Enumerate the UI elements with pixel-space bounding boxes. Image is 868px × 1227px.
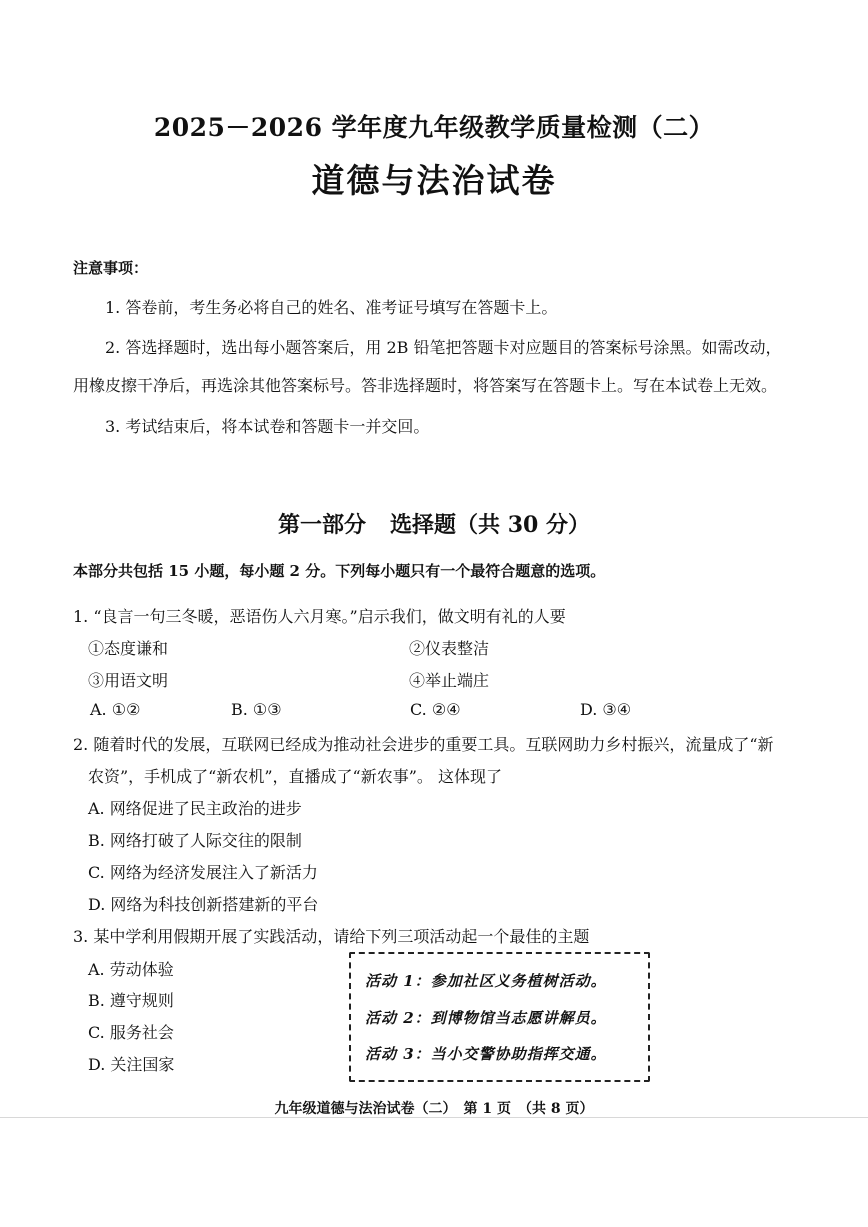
notice-item-1: 1. 答卷前，考生务必将自己的姓名、准考证号填写在答题卡上。 (105, 298, 558, 317)
question-1-option-a: A. ①② (90, 700, 141, 719)
question-1-option-b: B. ①③ (231, 700, 282, 719)
question-2-option-a: A. 网络促进了民主政治的进步 (88, 799, 302, 818)
notice-heading: 注意事项： (73, 259, 149, 277)
activity-3: 活动 3：当小交警协助指挥交通。 (365, 1045, 607, 1063)
question-1-statement-1: ①态度谦和 (88, 639, 169, 658)
question-2-option-c: C. 网络为经济发展注入了新活力 (88, 863, 318, 882)
activity-1: 活动 1：参加社区义务植树活动。 (365, 972, 607, 990)
question-1-statement-2: ②仪表整洁 (409, 639, 490, 658)
question-2-option-d: D. 网络为科技创新搭建新的平台 (88, 895, 319, 914)
section-part-label: 第一部分 (278, 512, 367, 538)
question-1-stem: 1. “良言一句三冬暖，恶语伤人六月寒。”启示我们，做文明有礼的人要 (73, 607, 566, 626)
question-2-option-b: B. 网络打破了人际交往的限制 (88, 831, 302, 850)
section-heading (0, 508, 868, 539)
question-3-option-a: A. 劳动体验 (88, 960, 174, 979)
question-1-option-d: D. ③④ (580, 700, 632, 719)
question-2-stem-line-2: 农资”，手机成了“新农机”，直播成了“新农事”。 这体现了 (88, 767, 502, 786)
question-3-option-d: D. 关注国家 (88, 1055, 175, 1074)
notice-item-3: 3. 考试结束后，将本试卷和答题卡一并交回。 (105, 417, 430, 436)
section-instruction: 本部分共包括 15 小题，每小题 2 分。下列每小题只有一个最符合题意的选项。 (73, 562, 606, 580)
question-3-option-b: B. 遵守规则 (88, 991, 174, 1010)
page-footer: 九年级道德与法治试卷（二） 第 1 页 （共 8 页） (274, 1101, 594, 1117)
exam-subject-title: 道德与法治试卷 (311, 161, 557, 200)
question-2-stem-line-1: 2. 随着时代的发展，互联网已经成为推动社会进步的重要工具。互联网助力乡村振兴，流量成了“新 (73, 735, 774, 754)
question-1-option-c: C. ②④ (410, 700, 461, 719)
notice-item-2-line-1: 2. 答选择题时，选出每小题答案后，用 2B 铅笔把答题卡对应题目的答案标号涂黑。如需改动， (105, 338, 782, 357)
exam-header-title: 2025－2026 学年度九年级教学质量检测（二） (153, 113, 715, 142)
question-3-option-c: C. 服务社会 (88, 1023, 174, 1042)
question-1-statement-4: ④举止端庄 (409, 671, 490, 690)
section-title: 选择题（共 30 分） (390, 512, 590, 538)
activity-2: 活动 2：到博物馆当志愿讲解员。 (365, 1009, 607, 1027)
activity-box (349, 952, 650, 1082)
notice-item-2-line-2: 用橡皮擦干净后，再选涂其他答案标号。答非选择题时，将答案写在答题卡上。写在本试卷上无效。 (73, 376, 778, 395)
question-1-statement-3: ③用语文明 (88, 671, 169, 690)
question-3-stem: 3. 某中学利用假期开展了实践活动，请给下列三项活动起一个最佳的主题 (73, 927, 590, 946)
footer-divider (0, 1117, 868, 1118)
